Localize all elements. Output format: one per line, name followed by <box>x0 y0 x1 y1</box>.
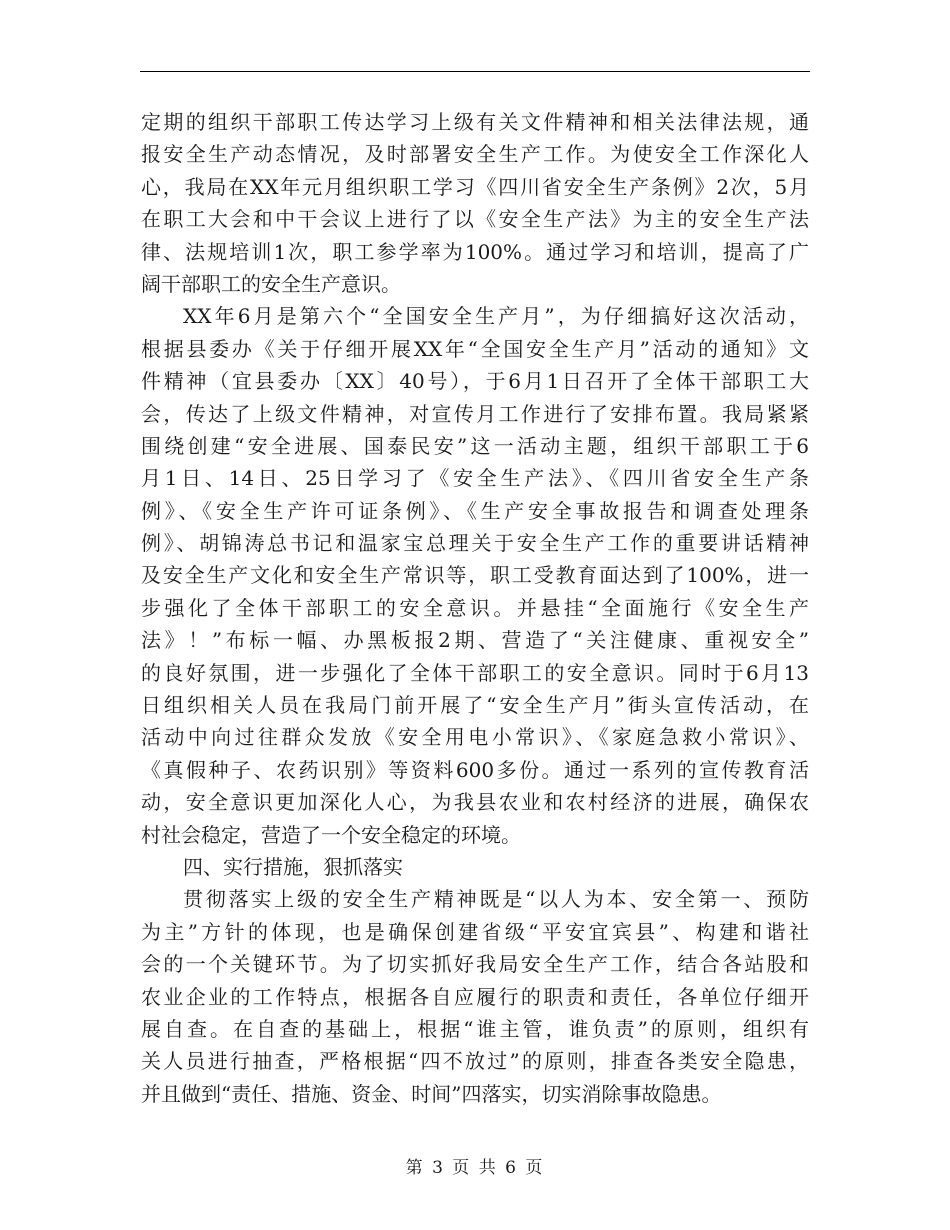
text-line: XX年6月是第六个“全国安全生产月”，为仔细搞好这次活动， <box>183 304 809 329</box>
text-line: 活动中向过往群众发放《安全用电小常识》、《家庭急救小常识》、 <box>141 725 809 750</box>
text-line: 阔干部职工的安全生产意识。 <box>141 271 401 296</box>
text-line: 日组织相关人员在我局门前开展了“安全生产月”街头宣传活动，在 <box>141 693 809 718</box>
text-line: 报安全生产动态情况，及时部署安全生产工作。为使安全工作深化人 <box>141 142 809 167</box>
text-line: 例》、《安全生产许可证条例》、《生产安全事故报告和调查处理条 <box>141 498 809 523</box>
text-line: 动，安全意识更加深化人心，为我县农业和农村经济的进展，确保农 <box>141 790 809 815</box>
section-heading: 四、实行措施，狠抓落实 <box>183 854 403 879</box>
text-line: 件精神（宜县委办〔XX〕40号），于6月1日召开了全体干部职工大 <box>141 369 809 394</box>
text-line: 步强化了全体干部职工的安全意识。并悬挂“全面施行《安全生产 <box>141 595 809 620</box>
text-line: 《真假种子、农药识别》等资料600多份。通过一系列的宣传教育活 <box>141 757 809 782</box>
header-rule <box>140 71 810 72</box>
text-line: 的良好氛围，进一步强化了全体干部职工的安全意识。同时于6月13 <box>141 660 809 685</box>
text-line: 会的一个关键环节。为了切实抓好我局安全生产工作，结合各站股和 <box>141 952 809 977</box>
text-line: 法》！”布标一幅、办黑板报2期、营造了“关注健康、重视安全” <box>141 628 809 653</box>
text-line: 村社会稳定，营造了一个安全稳定的环境。 <box>141 822 521 847</box>
text-line: 围绕创建“安全进展、国泰民安”这一活动主题，组织干部职工于6 <box>141 433 809 458</box>
text-line: 农业企业的工作特点，根据各自应履行的职责和责任，各单位仔细开 <box>141 984 809 1009</box>
text-line: 会，传达了上级文件精神，对宣传月工作进行了安排布置。我局紧紧 <box>141 401 809 426</box>
text-line: 并且做到“责任、措施、资金、时间”四落实，切实消除事故隐患。 <box>141 1081 722 1106</box>
body-text <box>141 106 809 1110</box>
text-line: 月1日、14日、25日学习了《安全生产法》、《四川省安全生产条 <box>141 466 809 491</box>
text-line: 根据县委办《关于仔细开展XX年“全国安全生产月”活动的通知》文 <box>141 336 809 361</box>
text-line: 定期的组织干部职工传达学习上级有关文件精神和相关法律法规，通 <box>141 110 809 134</box>
text-line: 展自查。在自查的基础上，根据“谁主管，谁负责”的原则，组织有 <box>141 1016 809 1041</box>
text-line: 及安全生产文化和安全生产常识等，职工受教育面达到了100%，进一 <box>141 563 809 588</box>
text-line: 心，我局在XX年元月组织职工学习《四川省安全生产条例》2次，5月 <box>141 174 809 199</box>
text-line: 为主”方针的体现，也是确保创建省级“平安宜宾县”、构建和谐社 <box>141 919 809 944</box>
text-line: 贯彻落实上级的安全生产精神既是“以人为本、安全第一、预防 <box>183 887 809 912</box>
page-number-footer: 第 3 页 共 6 页 <box>405 1158 545 1178</box>
text-line: 律、法规培训1次，职工参学率为100%。通过学习和培训，提高了广 <box>141 239 809 264</box>
text-line: 关人员进行抽查，严格根据“四不放过”的原则，排查各类安全隐患， <box>141 1049 809 1074</box>
text-line: 例》、胡锦涛总书记和温家宝总理关于安全生产工作的重要讲话精神 <box>141 531 809 556</box>
text-line: 在职工大会和中干会议上进行了以《安全生产法》为主的安全生产法 <box>141 207 809 232</box>
